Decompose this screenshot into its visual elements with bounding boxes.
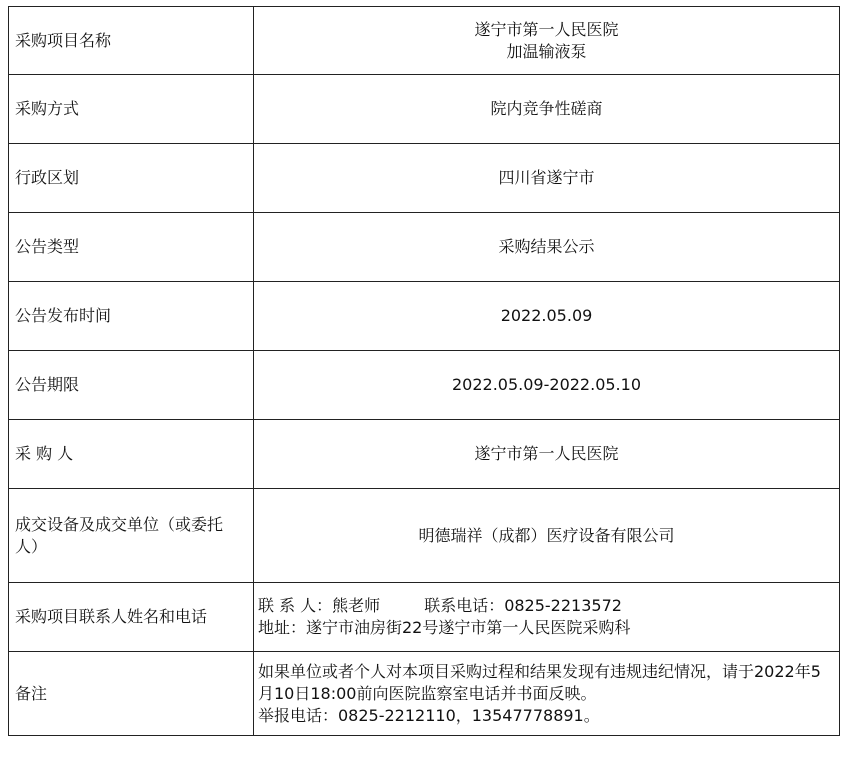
project-hospital-name: 遂宁市第一人民医院 [474, 19, 619, 39]
row-project-name [9, 7, 840, 75]
row-deal [9, 489, 840, 583]
label-deal: 成交设备及成交单位（或委托人） [9, 489, 254, 583]
value-region: 四川省遂宁市 [254, 144, 840, 213]
procurement-result-table [8, 6, 840, 736]
value-method: 院内竞争性磋商 [254, 75, 840, 144]
label-method: 采购方式 [9, 75, 254, 144]
remark-text: 如果单位或者个人对本项目采购过程和结果发现有违规违纪情况，请于2022年5月10日18:00前向医院监察室电话并书面反映。 [258, 661, 821, 703]
value-publish-time: 2022.05.09 [254, 282, 840, 351]
label-region: 行政区划 [9, 144, 254, 213]
label-purchaser: 采 购 人 [9, 420, 254, 489]
value-deal: 明德瑞祥（成都）医疗设备有限公司 [254, 489, 840, 583]
label-publish-time: 公告发布时间 [9, 282, 254, 351]
row-region [9, 144, 840, 213]
label-remark: 备注 [9, 652, 254, 736]
row-period [9, 351, 840, 420]
value-remark [254, 652, 840, 736]
contact-person: 联 系 人：熊老师 [258, 596, 381, 615]
row-notice-type [9, 213, 840, 282]
label-notice-type: 公告类型 [9, 213, 254, 282]
value-project-name [254, 7, 840, 75]
remark-report-phone: 举报电话：0825-2212110，13547778891。 [258, 705, 600, 725]
label-project-name: 采购项目名称 [9, 7, 254, 75]
value-contact [254, 583, 840, 652]
row-purchaser [9, 420, 840, 489]
row-publish-time [9, 282, 840, 351]
row-contact [9, 583, 840, 652]
contact-line [258, 595, 833, 617]
contact-address: 地址：遂宁市油房街22号遂宁市第一人民医院采购科 [258, 618, 631, 637]
value-period: 2022.05.09-2022.05.10 [254, 351, 840, 420]
row-remark [9, 652, 840, 736]
contact-phone: 联系电话：0825-2213572 [424, 596, 622, 615]
row-method [9, 75, 840, 144]
label-period: 公告期限 [9, 351, 254, 420]
value-purchaser: 遂宁市第一人民医院 [254, 420, 840, 489]
label-contact: 采购项目联系人姓名和电话 [9, 583, 254, 652]
value-notice-type: 采购结果公示 [254, 213, 840, 282]
project-item-name: 加温输液泵 [506, 41, 587, 61]
